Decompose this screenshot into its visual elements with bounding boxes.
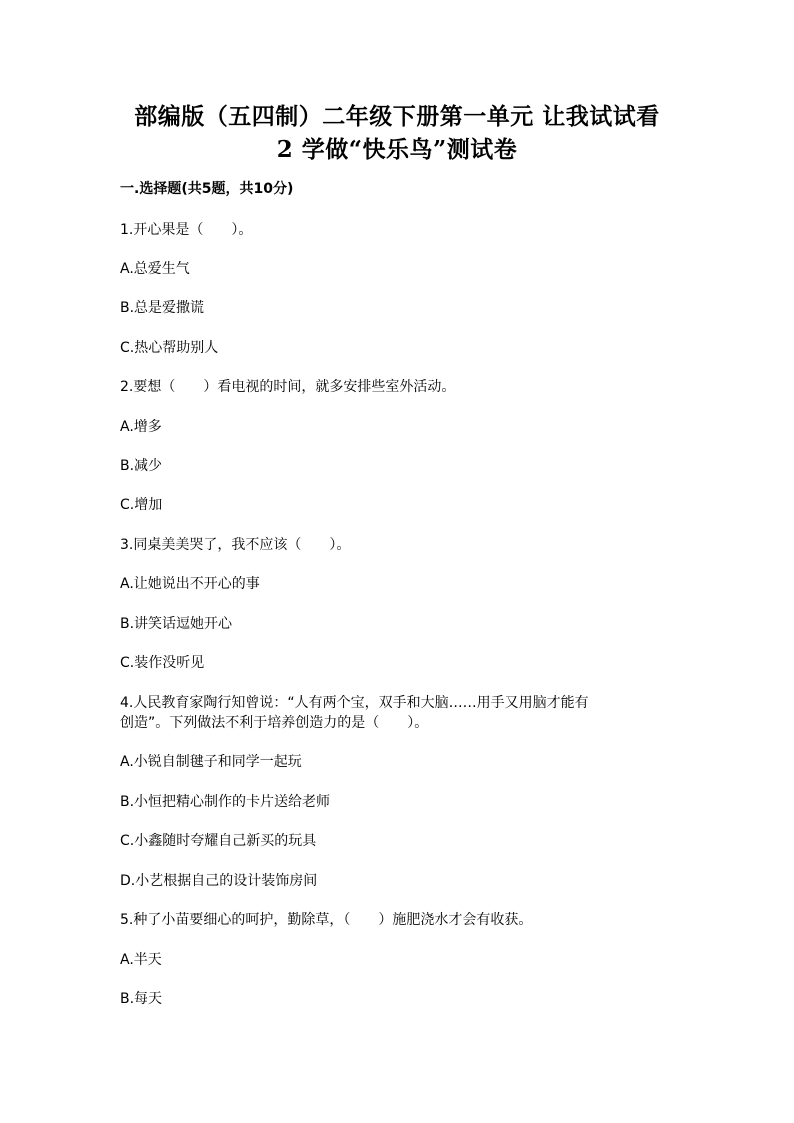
- question-3-option-b: B.讲笑话逗她开心: [120, 616, 233, 632]
- question-4-option-d: D.小艺根据自己的设计装饰房间: [120, 873, 318, 889]
- question-2-option-b: B.减少: [120, 458, 163, 474]
- question-4-stem-line-2: 创造”。下列做法不利于培养创造力的是（ ）。: [120, 715, 429, 731]
- paper-title-line-1: 部编版（五四制）二年级下册第一单元 让我试试看: [134, 103, 660, 130]
- question-2-option-a: A.增多: [120, 419, 162, 435]
- question-4-stem-line-1: 4.人民教育家陶行知曾说：“人有两个宝，双手和大脑……用手又用脑才能有: [120, 695, 589, 711]
- question-1-option-a: A.总爱生气: [120, 261, 190, 277]
- paper-title-line-2: 2 学做“快乐鸟”测试卷: [276, 136, 518, 163]
- question-5-option-b: B.每天: [120, 991, 163, 1007]
- question-1-option-c: C.热心帮助别人: [120, 340, 219, 356]
- section-heading: 一.选择题(共5题，共10分): [120, 181, 294, 197]
- question-3-option-a: A.让她说出不开心的事: [120, 576, 260, 592]
- question-1-stem: 1.开心果是（ ）。: [120, 222, 253, 238]
- question-4-option-b: B.小恒把精心制作的卡片送给老师: [120, 794, 331, 810]
- question-2-stem: 2.要想（ ）看电视的时间，就多安排些室外活动。: [120, 379, 456, 395]
- question-5-stem: 5.种了小苗要细心的呵护，勤除草，（ ）施肥浇水才会有收获。: [120, 912, 533, 928]
- question-3-stem: 3.同桌美美哭了，我不应该（ ）。: [120, 537, 351, 553]
- question-5-option-a: A.半天: [120, 952, 162, 968]
- question-4-option-c: C.小鑫随时夸耀自己新买的玩具: [120, 833, 317, 849]
- question-2-option-c: C.增加: [120, 497, 163, 513]
- question-4-option-a: A.小锐自制毽子和同学一起玩: [120, 754, 302, 770]
- question-3-option-c: C.装作没听见: [120, 655, 205, 671]
- question-1-option-b: B.总是爱撒谎: [120, 300, 205, 316]
